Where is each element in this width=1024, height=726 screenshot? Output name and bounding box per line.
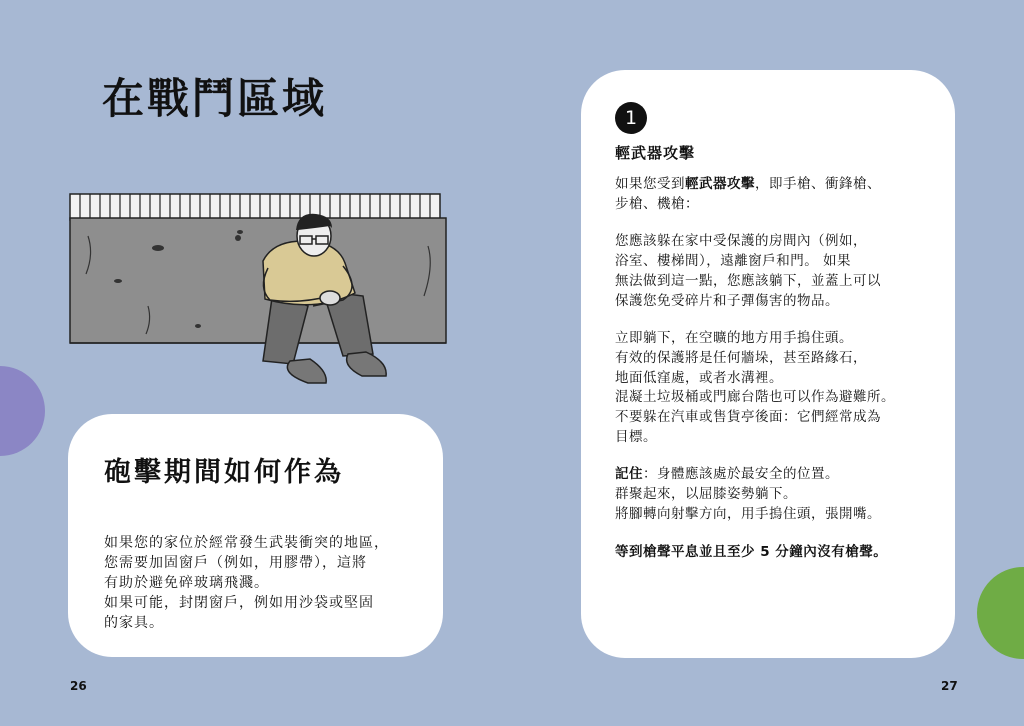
intro-paragraph	[615, 175, 925, 214]
page-number-right: 27	[941, 679, 958, 693]
decorative-purple-circle	[0, 366, 45, 456]
page-title: 在戰鬥區域	[102, 74, 328, 123]
remember-paragraph	[615, 465, 925, 524]
remember-label: 記住	[615, 466, 643, 483]
card-heading: 砲擊期間如何作為	[104, 457, 344, 488]
remember-text: ：身體應該處於最安全的位置。 群聚起來，以屈膝姿勢躺下。 將腳轉向射擊方向，用手摀住頭，張開嘴。	[615, 466, 881, 522]
final-instruction: 等到槍聲平息並且至少 5 分鐘內沒有槍聲。	[615, 543, 888, 560]
page-number-left: 26	[70, 679, 87, 693]
intro-prefix: 如果您受到	[615, 176, 685, 192]
lie-down-paragraph: 立即躺下，在空曠的地方用手摀住頭。 有效的保護將是任何牆垛，甚至路緣石， 地面低窪處，或者水溝裡。 混凝土垃圾桶或門廊台階也可以作為避難所。 不要躲在汽車或售貨亭後面：它們經常成為 目標。	[615, 330, 895, 445]
man-sitting-by-wall-illustration	[68, 186, 453, 396]
card-subtitle: 輕武器攻擊	[615, 144, 696, 162]
step-number-badge: 1	[615, 102, 647, 134]
small-arms-card	[581, 70, 955, 658]
shelter-paragraph: 您應該躲在家中受保護的房間內（例如， 浴室、樓梯間），遠離窗戶和門。 如果 無法做到這一點，您應該躺下，並蓋上可以 保護您免受碎片和子彈傷害的物品。	[615, 233, 881, 309]
card-paragraph: 如果您的家位於經常發生武裝衝突的地區， 您需要加固窗戶（例如，用膠帶），這將 有助於避免碎玻璃飛濺。 如果可能，封閉窗戶，例如用沙袋或堅固 的家具。	[104, 535, 389, 631]
shelling-card	[68, 414, 443, 657]
intro-bold: 輕武器攻擊	[685, 176, 755, 192]
intro-suffix: ，即手槍、衝鋒槍、 步槍、機槍：	[615, 176, 881, 212]
decorative-green-circle	[977, 567, 1024, 659]
